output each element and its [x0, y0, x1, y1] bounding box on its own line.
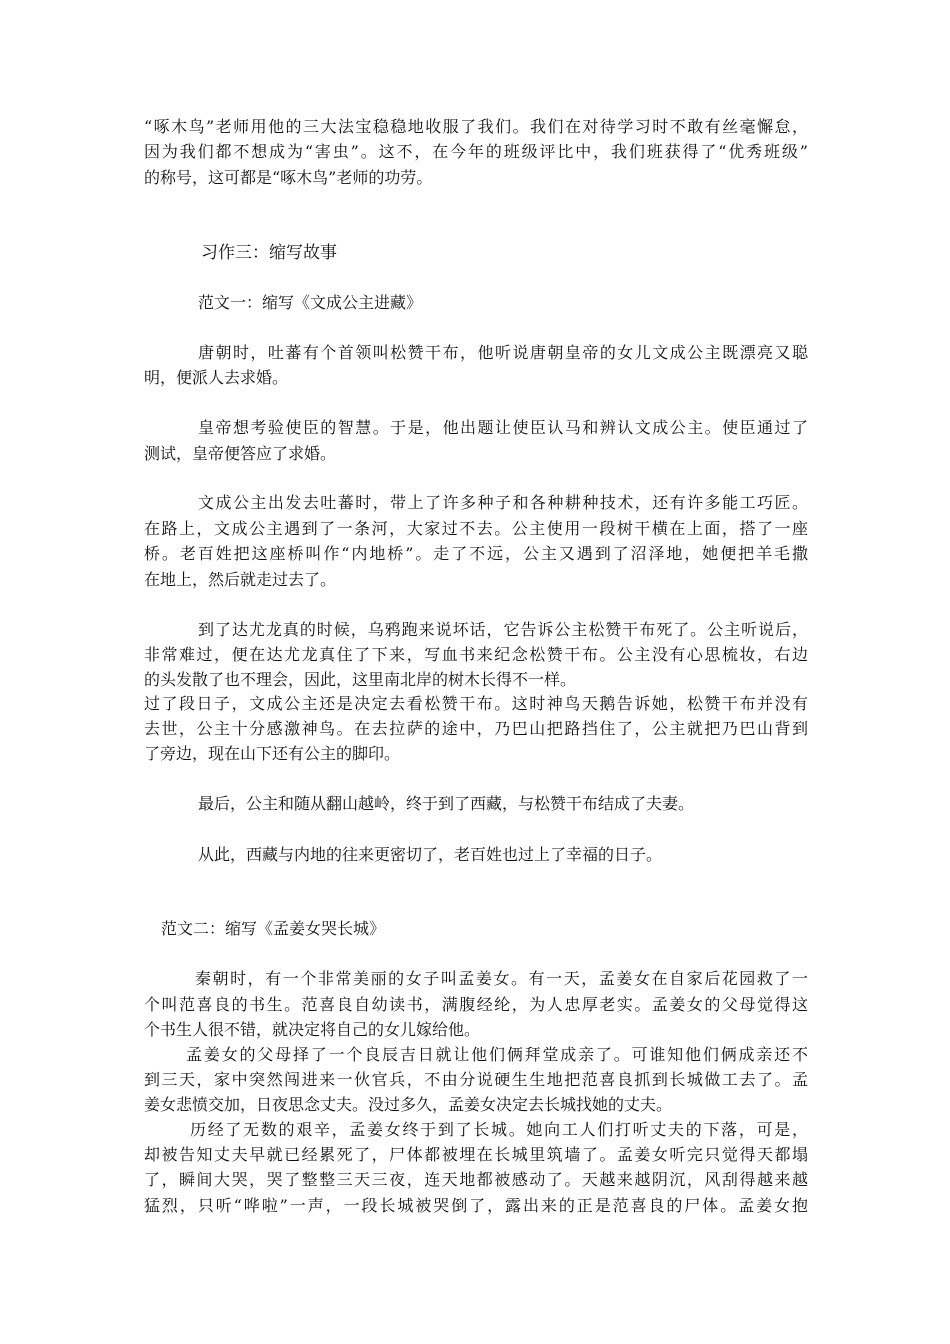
paragraph-line: 唐朝时，吐蕃有个首领叫松赞干布，他听说唐朝皇帝的女儿文成公主既漂亮又聪	[198, 343, 808, 362]
intro-line: “啄木鸟”老师用他的三大法宝稳稳地收服了我们。我们在对待学习时不敢有丝毫懈怠，	[144, 117, 808, 136]
paragraph-line: 到了达尤龙真的时候，乌鸦跑来说坏话，它告诉公主松赞干布死了。公主听说后，	[198, 620, 808, 639]
paragraph-line: 明，便派人去求婚。	[144, 368, 289, 387]
paragraph-line: 在路上，文成公主遇到了一条河，大家过不去。公主使用一段树干横在上面，搭了一座	[144, 519, 808, 538]
paragraph-line: 孟姜女的父母择了一个良辰吉日就让他们俩拜堂成亲了。可谁知他们俩成亲还不	[186, 1045, 808, 1064]
paragraph-line: 去世，公主十分感激神鸟。在去拉萨的途中，乃巴山把路挡住了，公主就把乃巴山背到	[144, 719, 808, 738]
paragraph-line: 个书生人很不错，就决定将自己的女儿嫁给他。	[144, 1020, 481, 1039]
paragraph-line: 猛烈，只听“哗啦”一声，一段长城被哭倒了，露出来的正是范喜良的尸体。孟姜女抱	[144, 1196, 808, 1215]
intro-line: 的称号，这可都是“啄木鸟”老师的功劳。	[144, 168, 433, 187]
paragraph-line: 了，瞬间大哭，哭了整整三天三夜，连天地都被感动了。天越来越阴沉，风刮得越来越	[144, 1170, 808, 1189]
paragraph-line: 从此，西藏与内地的往来更密切了，老百姓也过上了幸福的日子。	[198, 845, 663, 864]
paragraph-line: 到三天，家中突然闯进来一伙官兵，不由分说硬生生地把范喜良抓到长城做工去了。孟	[144, 1070, 808, 1089]
paragraph-line: 过了段日子，文成公主还是决定去看松赞干布。这时神鸟天鹅告诉她，松赞干布并没有	[144, 694, 808, 713]
paragraph-line: 在地上，然后就走过去了。	[144, 570, 337, 589]
paragraph-line: 的头发散了也不理会，因此，这里南北岸的树木长得不一样。	[144, 670, 577, 689]
sample2-title: 范文二：缩写《孟姜女哭长城》	[161, 919, 386, 938]
paragraph-line: 非常难过，便在达尤龙真住了下来，写血书来纪念松赞干布。公主没有心思梳妆，右边	[144, 645, 808, 664]
paragraph-line: 桥。老百姓把这座桥叫作“内地桥”。走了不远，公主又遇到了沼泽地，她便把羊毛撒	[144, 544, 808, 563]
intro-line: 因为我们都不想成为“害虫”。这不，在今年的班级评比中，我们班获得了“优秀班级”	[144, 142, 808, 161]
paragraph-line: 文成公主出发去吐蕃时，带上了许多种子和各种耕种技术，还有许多能工巧匠。	[198, 493, 808, 512]
paragraph-line: 最后，公主和随从翻山越岭，终于到了西藏，与松赞干布结成了夫妻。	[198, 794, 695, 813]
paragraph-line: 个叫范喜良的书生。范喜良自幼读书，满腹经纶，为人忠厚老实。孟姜女的父母觉得这	[144, 995, 808, 1014]
sample1-title: 范文一：缩写《文成公主进藏》	[198, 293, 423, 312]
paragraph-line: 测试，皇帝便答应了求婚。	[144, 444, 337, 463]
section-title: 习作三：缩写故事	[201, 243, 337, 263]
paragraph-line: 姜女悲愤交加，日夜思念丈夫。没过多久，孟姜女决定去长城找她的丈夫。	[144, 1095, 673, 1114]
paragraph-line: 皇帝想考验使臣的智慧。于是，他出题让使臣认马和辨认文成公主。使臣通过了	[198, 418, 808, 437]
paragraph-line: 历经了无数的艰辛，孟姜女终于到了长城。她向工人们打听丈夫的下落，可是，	[190, 1120, 808, 1139]
paragraph-line: 却被告知丈夫早就已经累死了，尸体都被埋在长城里筑墙了。孟姜女听完只觉得天都塌	[144, 1145, 808, 1164]
paragraph-line: 秦朝时，有一个非常美丽的女子叫孟姜女。有一天，孟姜女在自家后花园救了一	[195, 969, 808, 988]
paragraph-line: 了旁边，现在山下还有公主的脚印。	[144, 744, 401, 763]
